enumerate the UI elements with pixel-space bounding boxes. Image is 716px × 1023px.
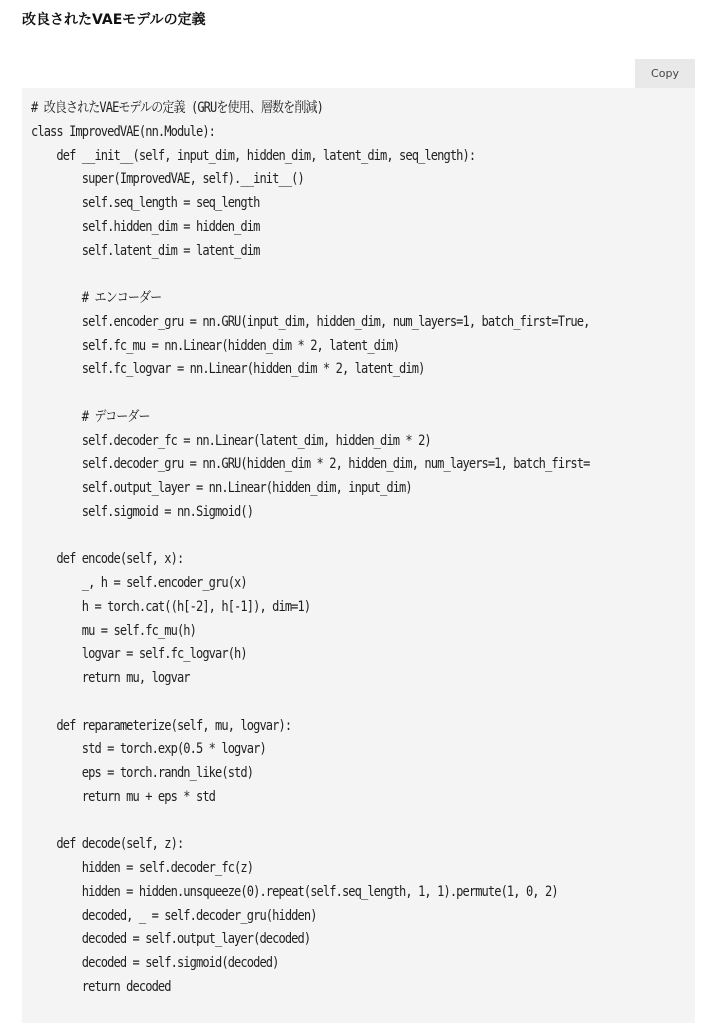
code-line: return mu, logvar (31, 670, 190, 686)
code-line: def encode(self, x): (31, 551, 184, 568)
page-title: 改良されたVAEモデルの定義 (22, 12, 206, 28)
code-line (31, 263, 589, 287)
code-line: # デコーダー (31, 408, 150, 425)
code-line: _, h = self.encoder_gru(x) (31, 575, 247, 591)
code-line: self.hidden_dim = hidden_dim (31, 218, 260, 235)
code-line: # エンコーダー (31, 290, 162, 306)
code-line: decoded = self.sigmoid(decoded) (31, 955, 279, 971)
code-line: self.seq_length = seq_length (31, 195, 260, 211)
code-line: # 改良されたVAEモデルの定義 (GRUを使用、層数を削減) (31, 100, 323, 116)
code-block[interactable] (22, 88, 695, 1023)
code-line: decoded = self.output_layer(decoded) (31, 931, 311, 948)
code-line: std = torch.exp(0.5 * logvar) (31, 741, 266, 758)
code-line (31, 382, 589, 406)
code-line: eps = torch.randn_like(std) (31, 765, 254, 781)
code-line: self.fc_mu = nn.Linear(hidden_dim * 2, latent_dim) (31, 337, 400, 354)
code-line: decoded, _ = self.decoder_gru(hidden) (31, 907, 317, 924)
code-line (31, 525, 589, 549)
code-line: hidden = hidden.unsqueeze(0).repeat(self.seq_length, 1, 1).permute(1, 0, 2) (31, 883, 558, 900)
code-line: self.latent_dim = latent_dim (31, 242, 260, 259)
code-lines (31, 97, 680, 1000)
code-line: h = torch.cat((h[-2], h[-1]), dim=1) (31, 598, 311, 615)
code-line: def reparameterize(self, mu, logvar): (31, 717, 292, 734)
code-line: def __init__(self, input_dim, hidden_dim, latent_dim, seq_length): (31, 147, 476, 164)
code-line (31, 810, 589, 834)
code-line (31, 691, 589, 715)
code-line: logvar = self.fc_logvar(h) (31, 646, 247, 663)
code-line: super(ImprovedVAE, self).__init__() (31, 171, 304, 188)
code-line: class ImprovedVAE(nn.Module): (31, 123, 216, 140)
copy-button[interactable]: Copy (635, 59, 695, 88)
code-line: mu = self.fc_mu(h) (31, 622, 196, 639)
code-line: self.fc_logvar = nn.Linear(hidden_dim * 2, latent_dim) (31, 361, 425, 378)
code-line: self.output_layer = nn.Linear(hidden_dim, input_dim) (31, 480, 412, 496)
code-line: hidden = self.decoder_fc(z) (31, 860, 254, 876)
code-line: return mu + eps * std (31, 788, 216, 805)
code-line: return decoded (31, 978, 171, 995)
code-line: self.sigmoid = nn.Sigmoid() (31, 503, 254, 520)
code-line: def decode(self, z): (31, 836, 184, 853)
code-line: self.decoder_fc = nn.Linear(latent_dim, hidden_dim * 2) (31, 432, 431, 449)
code-line: self.decoder_gru = nn.GRU(hidden_dim * 2, hidden_dim, num_layers=1, batch_first= (31, 456, 590, 473)
code-line: self.encoder_gru = nn.GRU(input_dim, hidden_dim, num_layers=1, batch_first=True, (31, 313, 590, 330)
